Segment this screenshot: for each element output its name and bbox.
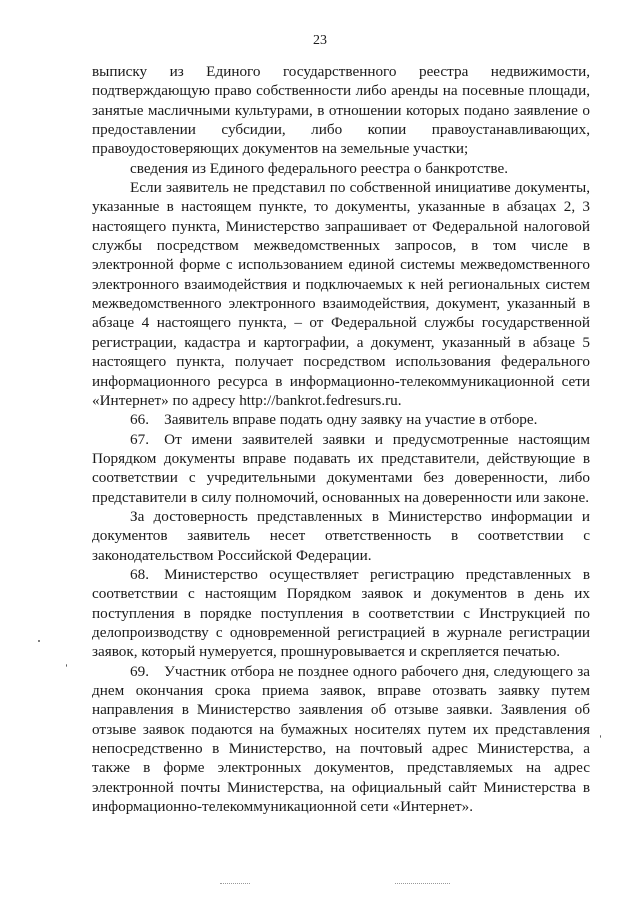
scan-footer-mark: [395, 883, 450, 885]
document-body: [92, 62, 590, 816]
scan-speck: [38, 640, 40, 642]
paragraph-document-requests: Если заявитель не представил по собственной инициативе документы, указанные в настоящем пункте, то документы, указанные в абзацах 2, 3 настоящего пункта, Министерство запрашивает от Федеральной налоговой службы посредством межведомственных запросов, в том числе в электронной форме с использованием единой системы межведомственного электронного взаимодействия и подключаемых к ней региональных систем межведомственного электронного взаимодействия, документ, указанный в абзаце 4 настоящего пункта, – от Федеральной службы государственной регистрации, кадастра и картографии, а документ, указанный в абзаце 5 настоящего пункта, получает посредством использования федерального информационного ресурса в информационно-телекоммуникационной сети «Интернет» по адресу http://bankrot.fedresurs.ru.: [92, 179, 590, 409]
scan-footer-mark: [220, 883, 250, 885]
paragraph-responsibility: За достоверность представленных в Министерство информации и документов заявитель несет ответственность в соответствии с законодательством Российской Федерации.: [92, 507, 590, 564]
paragraph-clause-68: 68. Министерство осуществляет регистрацию представленных в соответствии с настоящим Порядком заявок и документов в день их поступления в порядке поступления в соответствии с Инструкцией по делопроизводству с одновременной регистрацией в журнале регистрации заявок, который нумеруется, прошнуровывается и скрепляется печатью.: [92, 565, 590, 661]
paragraph-clause-67: 67. От имени заявителей заявки и предусмотренные настоящим Порядком документы вправе подавать их представители, действующие в соответствии с учредительными документами без доверенности, либо представители в силу полномочий, основанных на доверенности или законе.: [92, 430, 590, 506]
scan-speck: [66, 664, 67, 667]
paragraph-extract-registry: выписку из Единого государственного реестра недвижимости, подтверждающую право собственности либо аренды на посевные площади, занятые масличными культурами, в отношении которых подано заявление о предоставлении субсидии, либо копии правоустанавливающих, правоудостоверяющих документов на земельные участки;: [92, 63, 590, 158]
paragraph-clause-66: 66. Заявитель вправе подать одну заявку на участие в отборе.: [130, 411, 538, 429]
page-number: 23: [313, 33, 327, 48]
paragraph-bankruptcy-registry: сведения из Единого федерального реестра о банкротстве.: [130, 159, 508, 177]
scan-speck: [600, 735, 601, 738]
paragraph-clause-69: 69. Участник отбора не позднее одного рабочего дня, следующего за днем окончания срока приема заявок, вправе отозвать заявку путем направления в Министерство заявления об отзыве заявки. Заявления об отзыве заявок подаются на бумажных носителях путем их представления непосредственно в Министерство, на почтовый адрес Министерства, а также в форме электронных документов, представляемых на адрес электронной почты Министерства, на официальный сайт Министерства в информационно-телекоммуникационной сети «Интернет».: [92, 662, 590, 816]
